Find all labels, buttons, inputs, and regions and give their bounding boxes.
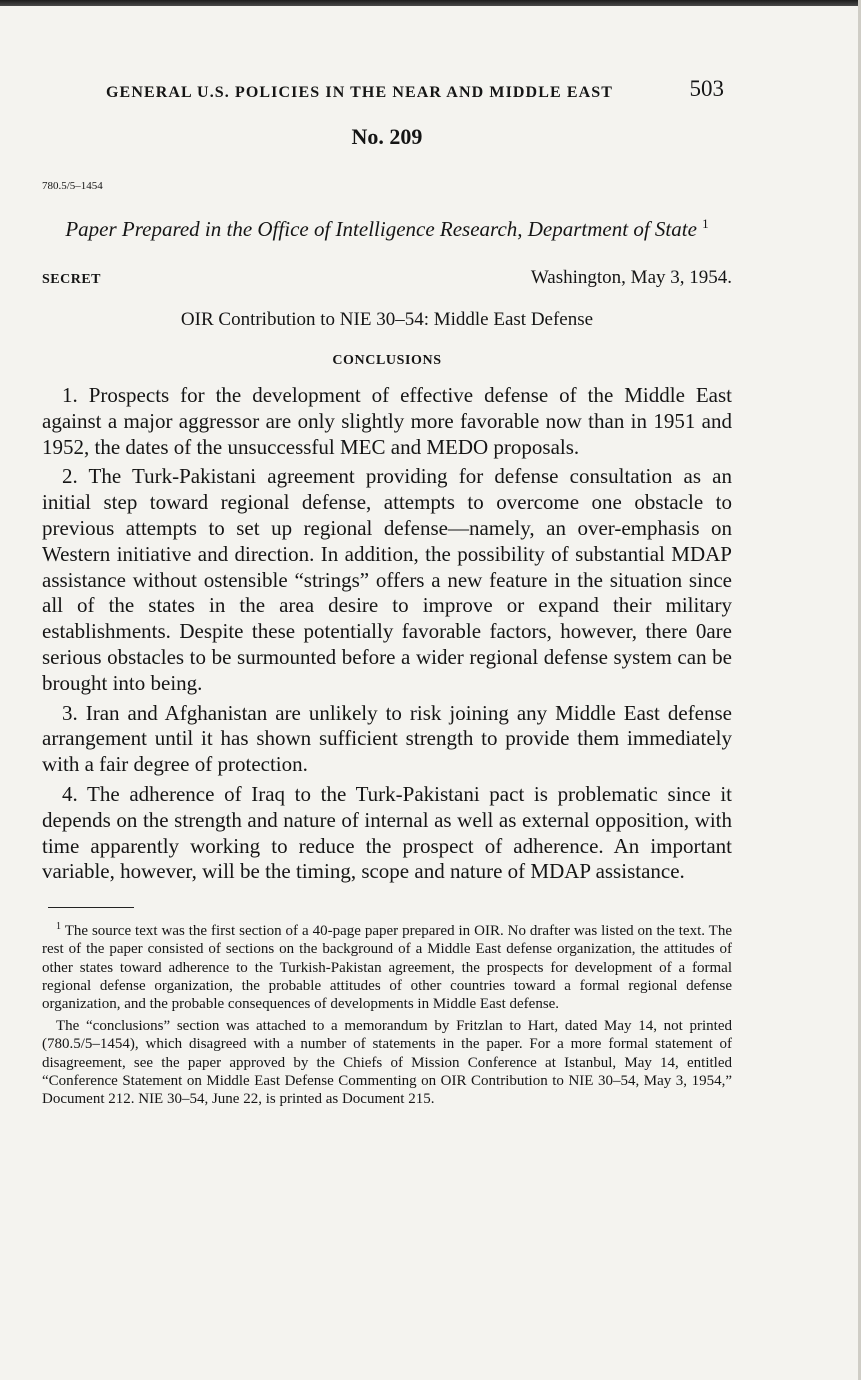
- document-number: No. 209: [351, 124, 423, 149]
- dateline: Washington, May 3, 1954.: [530, 267, 732, 288]
- footnotes: [42, 918, 732, 1108]
- file-number: 780.5/5–1454: [42, 180, 103, 192]
- page-number: 503: [689, 76, 724, 101]
- document-title: [42, 210, 732, 243]
- conclusions-heading: CONCLUSIONS: [332, 353, 442, 368]
- conclusion-paragraph-3: 3. Iran and Afghanistan are unlikely to risk joining any Middle East defense arrangement until it has shown sufficient strength to provide them immediately with a fair degree of protection.: [42, 700, 732, 777]
- footnote-1-text: The source text was the first section of a 40-page paper prepared in OIR. No drafter was listed on the text. The rest of the paper consisted of sections on the background of a Middle East defense organization, the attitudes of other states toward adherence to the Turkish-Pakistan agreement, the prospects for development of a formal regional defense organization, the probable attitudes of other countries toward a formal regional defense organization, and the probable consequences of developments in Middle East defense.: [42, 923, 733, 1012]
- conclusion-paragraph-1: 1. Prospects for the development of effective defense of the Middle East against a major aggressor are only slightly more favorable now than in 1951 and 1952, the dates of the unsuccessful MEC and MEDO proposals.: [42, 383, 732, 459]
- title-footnote-marker: 1: [702, 216, 709, 231]
- page-top-edge: [0, 0, 861, 6]
- conclusions-body: [42, 383, 732, 885]
- classification-label: SECRET: [42, 272, 102, 287]
- conclusion-paragraph-4: 4. The adherence of Iraq to the Turk-Pakistani pact is problematic since it depends on the strength and nature of internal as well as external opposition, with time apparently working to reduce the prospect of adherence. An important variable, however, will be the timing, scope and nature of MDAP assistance.: [42, 781, 732, 884]
- document-title-text: Paper Prepared in the Office of Intelligence Research, Department of State: [65, 217, 697, 241]
- footnote-1-continued: The “conclusions” section was attached to a memorandum by Fritzlan to Hart, dated May 14, not printed (780.5/5–1454), which disagreed with a number of statements in the paper. For a more formal statement of disagreement, see the paper approved by the Chiefs of Mission Conference at Istanbul, May 14, entitled “Conference Statement on Middle East Defense Commenting on OIR Contribution to NIE 30–54, May 3, 1954,” Document 212. NIE 30–54, June 22, is printed as Document 215.: [42, 1018, 732, 1107]
- subject-heading: OIR Contribution to NIE 30–54: Middle East Defense: [180, 309, 594, 330]
- running-head: [42, 72, 732, 112]
- footnote-1: [42, 918, 732, 1013]
- footnote-marker: 1: [56, 921, 61, 933]
- footnote-divider: [48, 907, 134, 908]
- document-page: [42, 72, 732, 1112]
- running-head-title: GENERAL U.S. POLICIES IN THE NEAR AND MIDDLE EAST: [106, 84, 614, 101]
- conclusion-paragraph-2: 2. The Turk-Pakistani agreement providing for defense consultation as an initial step toward regional defense, attempts to overcome one obstacle to previous attempts to set up regional defense—namely, an over-emphasis on Western initiative and direction. In addition, the possibility of substantial MDAP assistance without ostensible “strings” offers a new feature in the situation since all of the states in the area desire to improve or expand their military establishments. Despite these potentially favorable factors, however, there 0are serious obstacles to be surmounted before a wider regional defense system can be brought into being.: [42, 464, 732, 695]
- classification-dateline-row: [42, 267, 732, 289]
